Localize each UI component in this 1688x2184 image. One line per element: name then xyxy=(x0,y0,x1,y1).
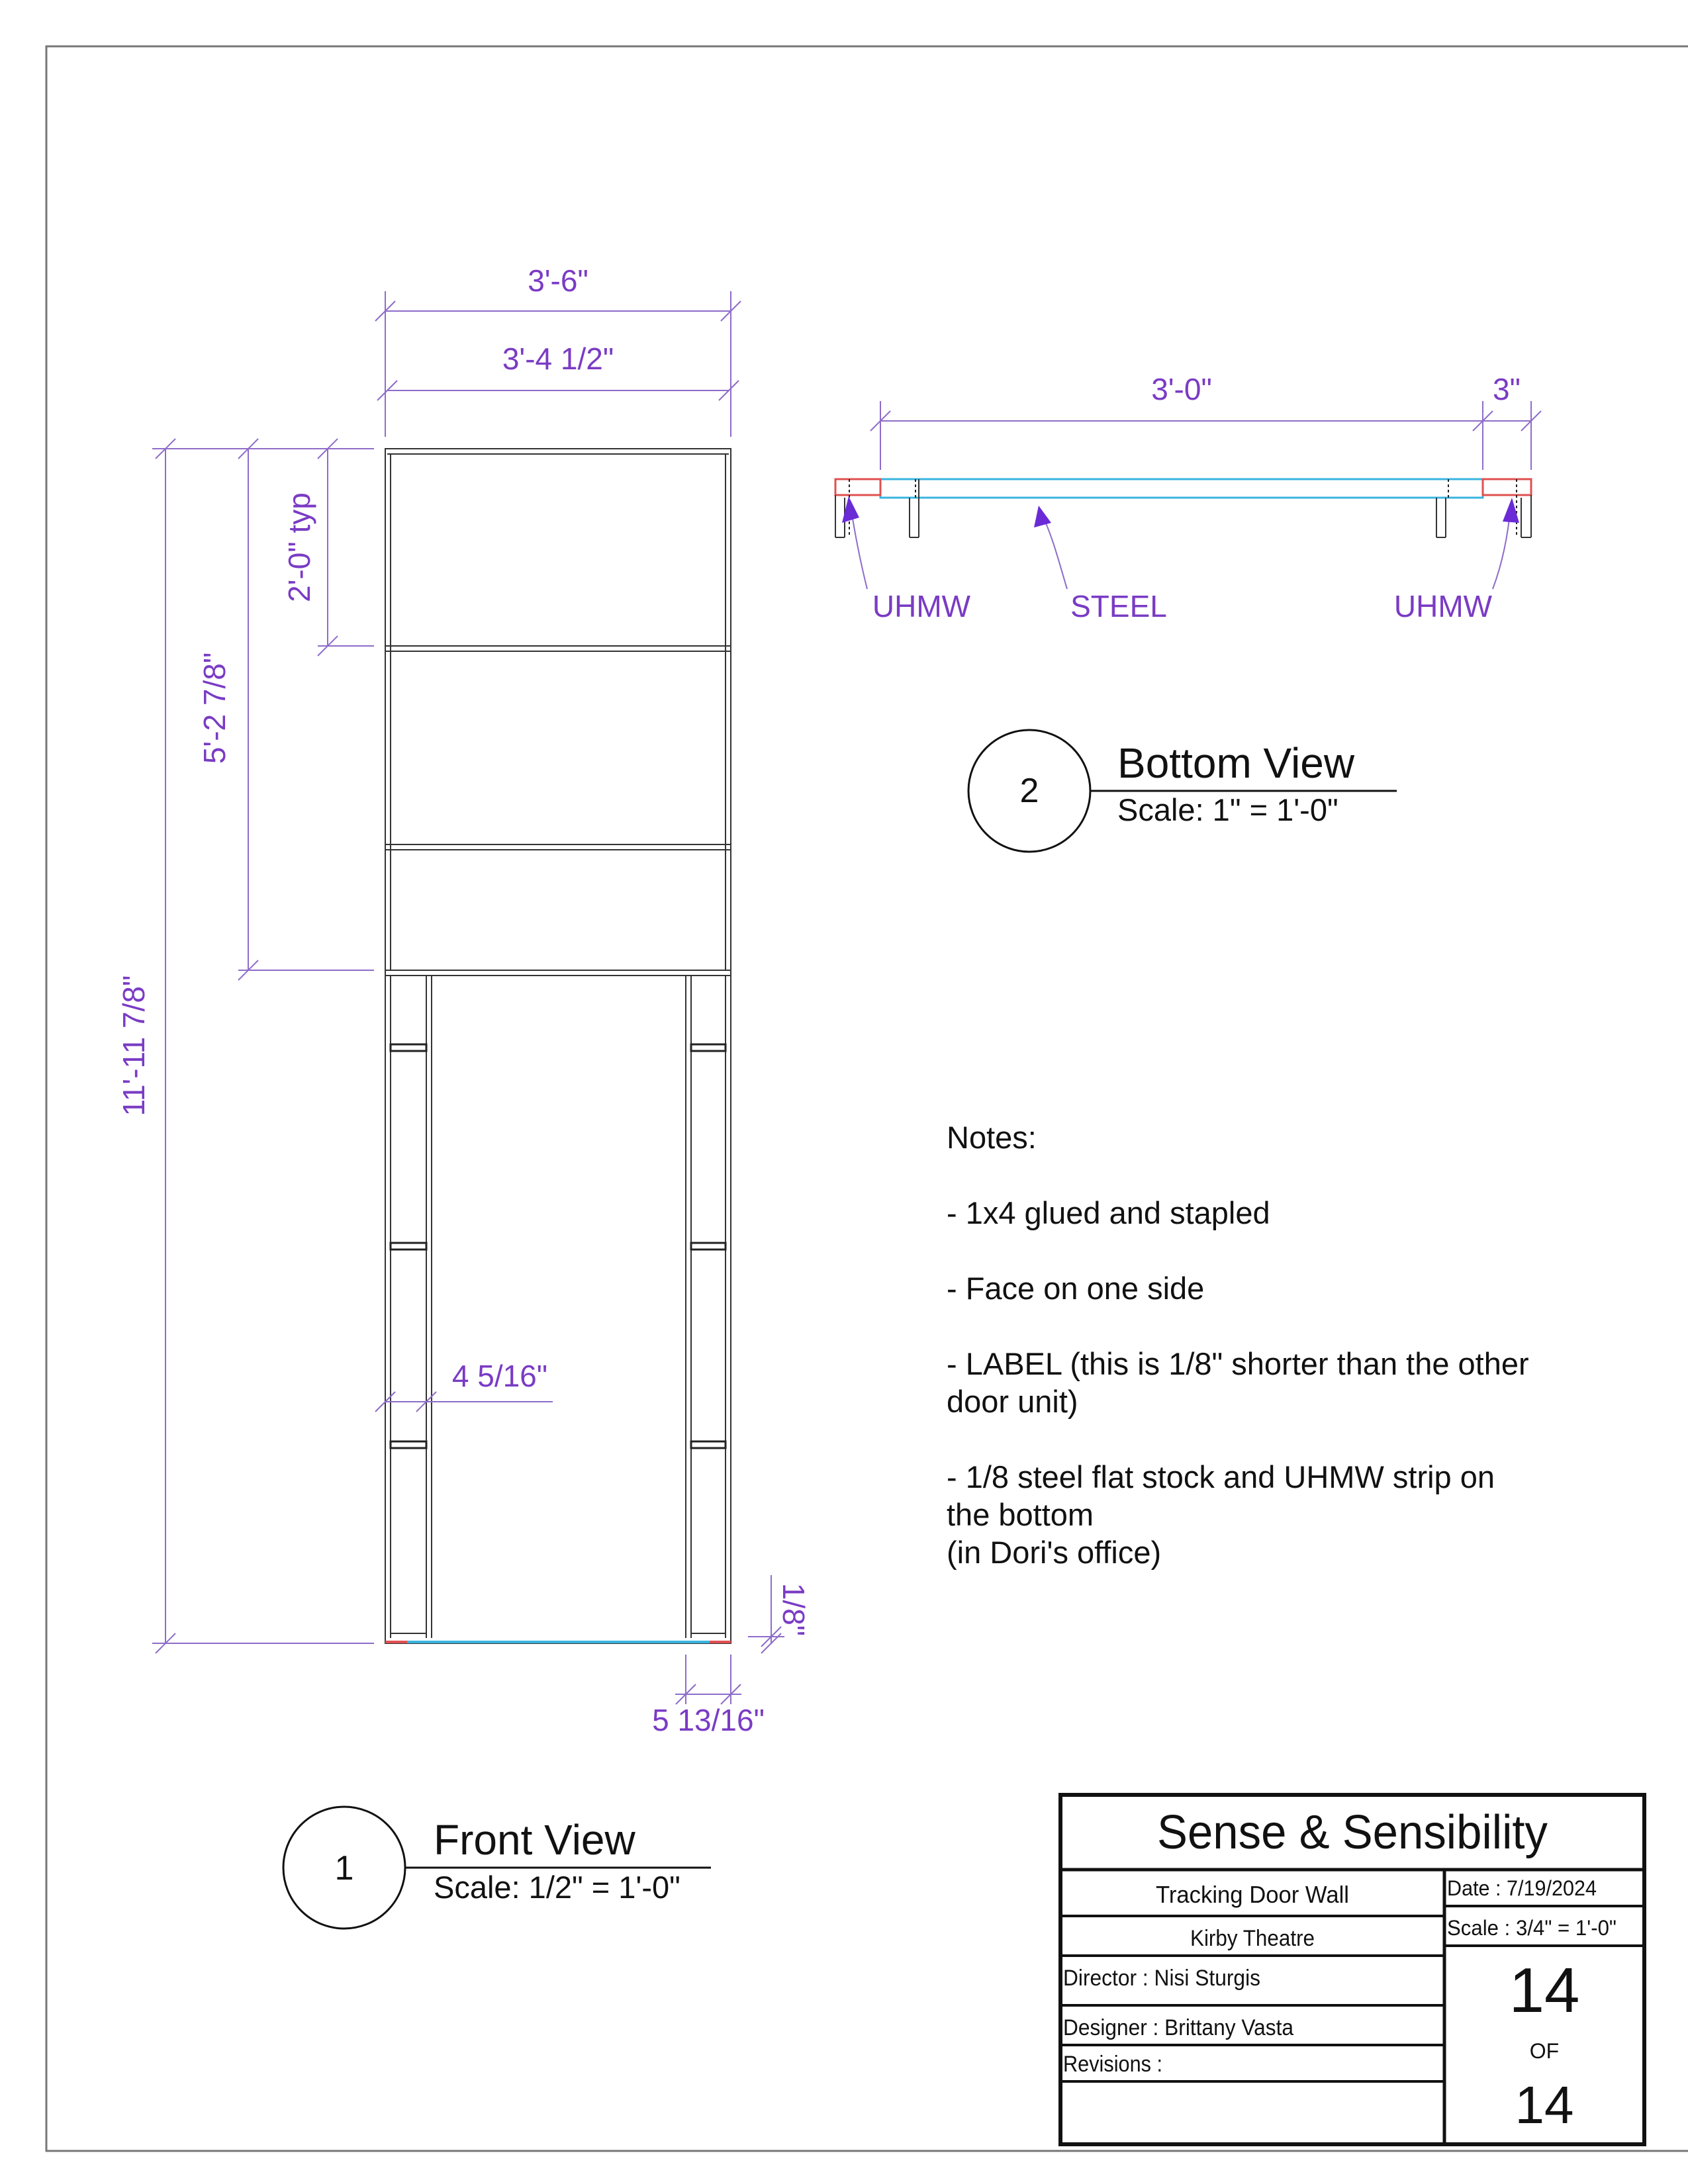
front-view-number: 1 xyxy=(334,1849,354,1888)
dim-inner-width: 3'-4 1/2" xyxy=(502,341,614,376)
dim-overall-height: 11'-11 7/8" xyxy=(117,975,151,1116)
dim-stile-width: 4 5/16" xyxy=(451,1359,548,1393)
bottom-arrowheads xyxy=(842,496,1519,527)
note-item: - Face on one side xyxy=(947,1271,1205,1306)
label-steel: STEEL xyxy=(1070,589,1167,623)
tb-date: Date : 7/19/2024 xyxy=(1447,1876,1597,1900)
dim-overall-width: 3'-6" xyxy=(528,263,588,298)
bottom-uhmw-left xyxy=(835,479,880,495)
front-dimension-lines xyxy=(152,291,784,1704)
label-uhmw-left: UHMW xyxy=(872,589,971,623)
front-view-heading: Front View xyxy=(434,1816,635,1864)
title-block xyxy=(1060,1795,1644,2144)
tb-drawing-title: Tracking Door Wall xyxy=(1156,1881,1349,1908)
front-view-scale: Scale: 1/2" = 1'-0" xyxy=(434,1870,680,1905)
bottom-view-number: 2 xyxy=(1019,772,1039,810)
tb-show-title: Sense & Sensibility xyxy=(1157,1806,1548,1859)
tb-of: OF xyxy=(1529,2039,1560,2063)
front-dimension-labels xyxy=(117,263,811,1737)
bottom-view-scale: Scale: 1" = 1'-0" xyxy=(1117,792,1338,827)
dim-bottom-gap: 1/8" xyxy=(776,1582,811,1637)
bottom-view-drawing xyxy=(835,479,1531,537)
tb-sheet-number: 14 xyxy=(1509,1955,1580,2026)
bottom-dimension-lines xyxy=(870,401,1541,470)
bottom-uhmw-right xyxy=(1483,479,1531,495)
note-item: - 1/8 steel flat stock and UHMW strip on the bottom (in Dori's office) xyxy=(947,1459,1495,1570)
tb-scale: Scale : 3/4" = 1'-0" xyxy=(1447,1916,1617,1940)
bottom-leaders xyxy=(851,506,1511,589)
dim-bottom-width: 5 13/16" xyxy=(652,1703,765,1737)
front-view-blocks xyxy=(391,1044,726,1448)
bottom-material-labels xyxy=(872,589,1493,623)
tb-venue: Kirby Theatre xyxy=(1190,1926,1315,1951)
notes-title: Notes: xyxy=(947,1120,1037,1155)
tb-director: Director : Nisi Sturgis xyxy=(1063,1966,1260,1991)
note-item: - LABEL (this is 1/8" shorter than the other door unit) xyxy=(947,1346,1529,1419)
bottom-dimension-labels xyxy=(1151,372,1521,406)
label-uhmw-right: UHMW xyxy=(1393,589,1493,623)
notes-block xyxy=(947,1118,1615,1609)
dim-span: 3'-0" xyxy=(1151,372,1212,406)
front-view-drawing xyxy=(385,449,731,1643)
tb-sheet-total: 14 xyxy=(1515,2075,1574,2134)
dim-panel-height: 2'-0" typ xyxy=(282,492,316,602)
front-view-title xyxy=(283,1807,711,1929)
tb-designer: Designer : Brittany Vasta xyxy=(1063,2015,1294,2040)
dim-end: 3" xyxy=(1493,372,1521,406)
bottom-view-heading: Bottom View xyxy=(1117,739,1355,787)
bottom-steel xyxy=(880,479,1483,498)
note-item: - 1x4 glued and stapled xyxy=(947,1195,1270,1230)
tb-revisions: Revisions : xyxy=(1063,2052,1162,2077)
bottom-view-title xyxy=(968,730,1397,852)
dim-header-height: 5'-2 7/8" xyxy=(197,652,232,764)
